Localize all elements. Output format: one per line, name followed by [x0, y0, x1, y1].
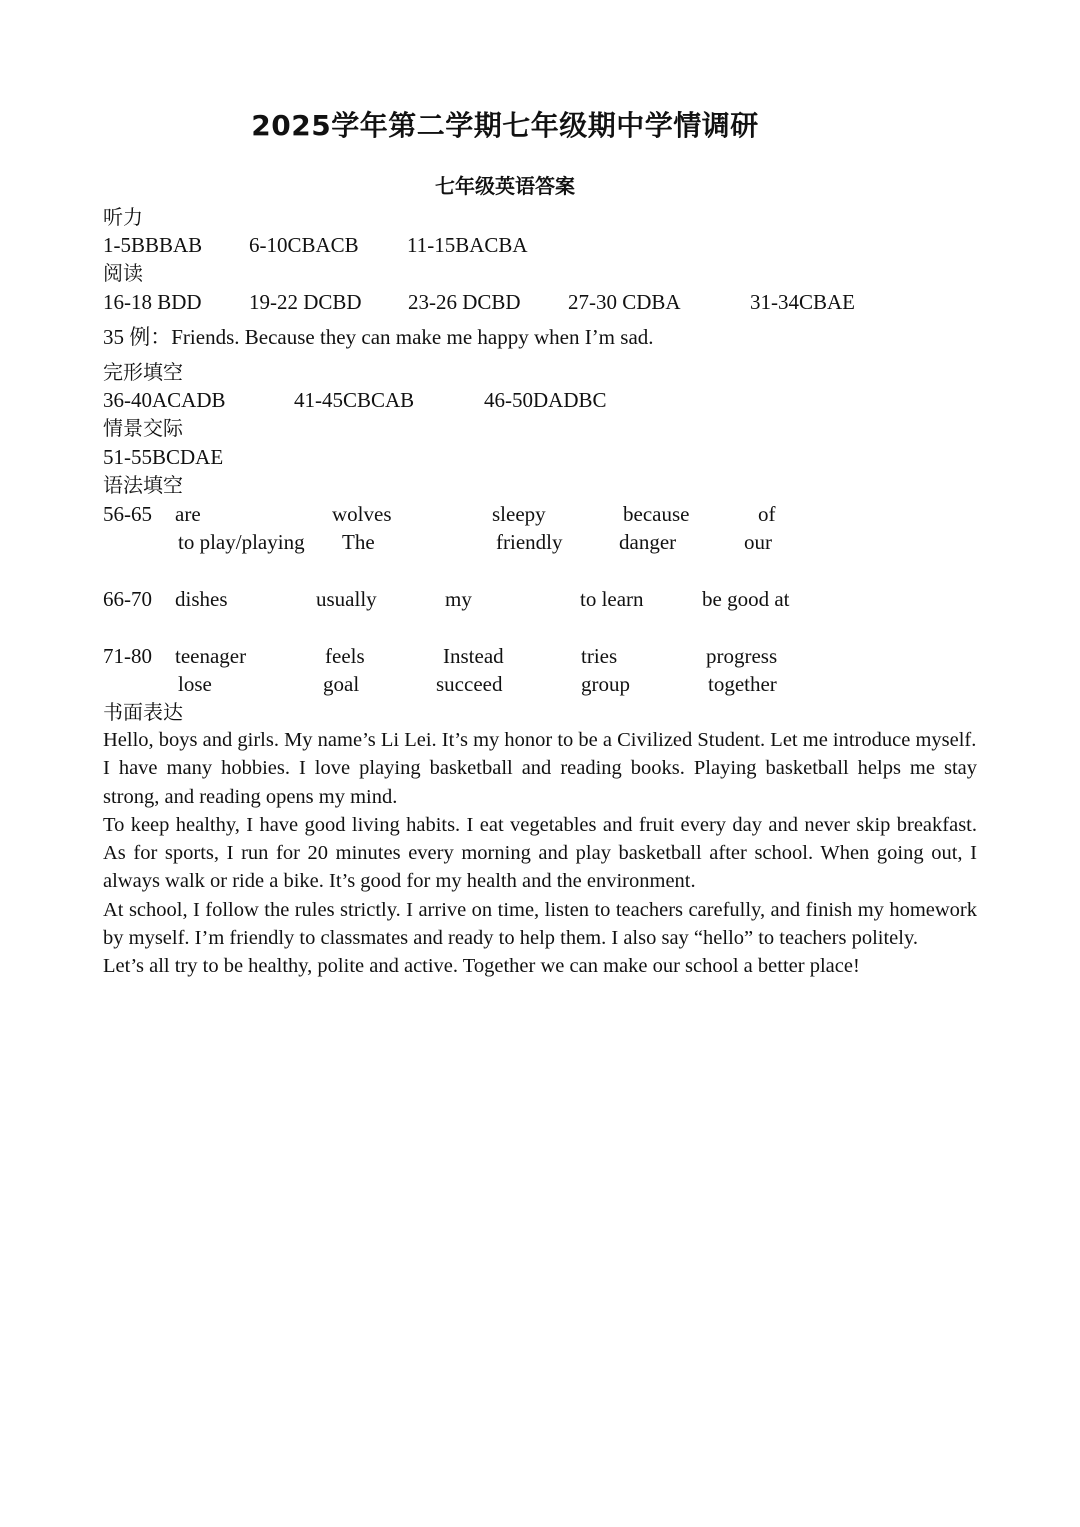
model-essay	[103, 726, 977, 981]
answer-group: 41-45CBCAB	[294, 388, 415, 412]
grammar-answer: our	[744, 530, 772, 554]
grammar-answer: to play/playing	[178, 530, 305, 554]
section-heading-grammar: 语法填空	[103, 473, 183, 497]
grammar-answer: because	[623, 502, 690, 526]
essay-paragraph: Hello, boys and girls. My name’s Li Lei. It’s my honor to be a Civilized Student. Let me introduce myself.	[103, 729, 977, 751]
essay-paragraph: At school, I follow the rules strictly. I arrive on time, listen to teachers carefully, and finish my homework by myself. I’m friendly to classmates and ready to help them. I also say “hello” to teachers politely.	[103, 898, 977, 950]
question-range-label: 66-70	[103, 587, 152, 611]
page-subtitle: 七年级英语答案	[435, 174, 575, 198]
section-heading-cloze: 完形填空	[103, 360, 183, 384]
grammar-answer: to learn	[580, 587, 644, 611]
section-heading-listening: 听力	[103, 205, 143, 229]
grammar-answer: wolves	[332, 502, 392, 526]
grammar-answer: progress	[706, 644, 778, 668]
grammar-answer: The	[342, 530, 375, 554]
answer-group: 27-30 CDBA	[568, 290, 681, 314]
grammar-answer: succeed	[436, 672, 503, 696]
grammar-answer: tries	[581, 644, 618, 668]
essay-paragraph: To keep healthy, I have good living habits. I eat vegetables and fruit every day and never skip breakfast. As for sports, I run for 20 minutes every morning and play basketball after school. When going out, I always walk or ride a bike. It’s good for my health and the environment.	[103, 813, 977, 893]
page-title: 2025学年第二学期七年级期中学情调研	[251, 109, 759, 142]
answer-group: 6-10CBACB	[249, 233, 359, 257]
grammar-answer: goal	[323, 672, 360, 696]
answer-group: 19-22 DCBD	[249, 290, 362, 314]
question-35-example: 35 例：Friends. Because they can make me happy when I’m sad.	[103, 325, 654, 349]
answer-group: 1-5BBBAB	[103, 233, 203, 257]
grammar-answer: feels	[325, 644, 365, 668]
grammar-answer: group	[581, 672, 630, 696]
grammar-answer: dishes	[175, 587, 228, 611]
grammar-answer: teenager	[175, 644, 247, 668]
grammar-answer: usually	[316, 587, 377, 611]
answer-group: 36-40ACADB	[103, 388, 226, 412]
section-heading-dialogue: 情景交际	[103, 416, 183, 440]
grammar-answer: are	[175, 502, 201, 526]
grammar-answer: my	[445, 587, 472, 611]
grammar-answer: Instead	[443, 644, 504, 668]
question-range-label: 56-65	[103, 502, 152, 526]
answer-group: 23-26 DCBD	[408, 290, 521, 314]
grammar-answer: of	[758, 502, 776, 526]
section-heading-reading: 阅读	[103, 261, 143, 285]
grammar-answer: be good at	[702, 587, 790, 611]
answer-group: 31-34CBAE	[750, 290, 855, 314]
section-heading-writing: 书面表达	[103, 700, 183, 724]
grammar-answer: friendly	[496, 530, 563, 554]
essay-paragraph: Let’s all try to be healthy, polite and active. Together we can make our school a better place!	[103, 955, 860, 978]
grammar-answer: danger	[619, 530, 677, 554]
question-range-label: 71-80	[103, 644, 152, 668]
answer-group: 11-15BACBA	[407, 233, 528, 257]
answer-group: 51-55BCDAE	[103, 445, 224, 469]
grammar-answer: together	[708, 672, 777, 696]
answer-group: 46-50DADBC	[484, 388, 607, 412]
essay-paragraph: I have many hobbies. I love playing basketball and reading books. Playing basketball helps me stay strong, and reading opens my mind.	[103, 757, 977, 808]
grammar-answer: lose	[178, 672, 212, 696]
answer-group: 16-18 BDD	[103, 290, 202, 314]
grammar-answer: sleepy	[492, 502, 546, 526]
